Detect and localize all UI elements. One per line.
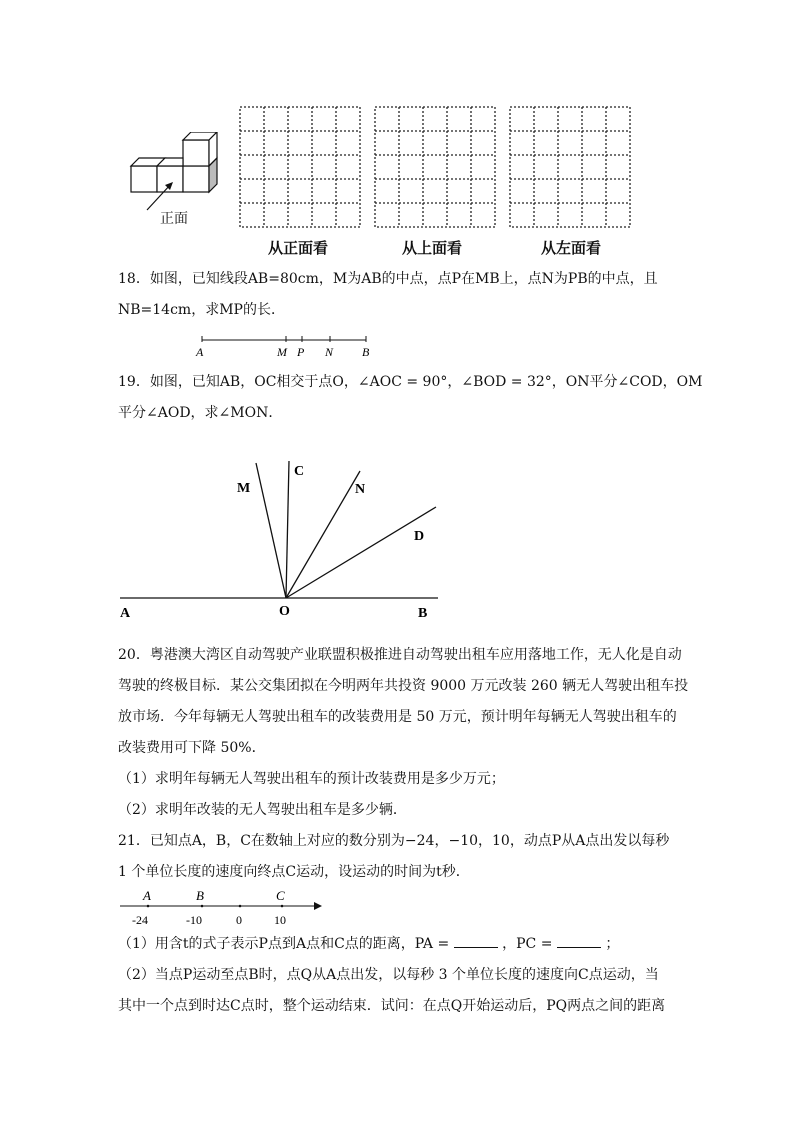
q21-line-1: 21．已知点A，B，C在数轴上对应的数分别为−24，−10，10，动点P从A点出发以每秒 bbox=[118, 833, 670, 849]
q19-label-C: C bbox=[294, 464, 305, 479]
front-view-caption: 从正面看 bbox=[268, 239, 329, 257]
q18-point-N: N bbox=[325, 345, 334, 359]
front-view-label: 正面 bbox=[160, 211, 188, 227]
q20-line-2: 驾驶的终极目标．某公交集团拟在今明两年共投资 9000 万元改装 260 辆无人驾驶出租车投 bbox=[118, 678, 689, 694]
q20-line-1: 20．粤港澳大湾区自动驾驶产业联盟积极推进自动驾驶出租车应用落地工作，无人化是自动 bbox=[118, 647, 682, 663]
front-view-grid bbox=[238, 105, 362, 229]
q21-letter-A: A bbox=[143, 888, 151, 903]
q20-sub-1: （1）求明年每辆无人驾驶出租车的预计改装费用是多少万元； bbox=[118, 771, 505, 787]
pc-answer-blank[interactable] bbox=[557, 933, 601, 948]
q19-label-N: N bbox=[355, 482, 366, 497]
q19-label-A: A bbox=[120, 606, 131, 621]
q21-sub-2-line-2: 其中一个点到时达C点时，整个运动结束．试问：在点Q开始运动后，PQ两点之间的距离 bbox=[118, 998, 666, 1014]
q20-line-4: 改装费用可下降 50%． bbox=[118, 740, 266, 756]
q21-number-10: 10 bbox=[274, 913, 286, 927]
q19-angle-figure bbox=[110, 455, 450, 625]
left-view-grid bbox=[508, 105, 632, 229]
q19-label-O: O bbox=[279, 604, 290, 619]
q21-number-line bbox=[118, 886, 328, 930]
q18-segment-figure bbox=[190, 332, 380, 362]
top-view-grid bbox=[373, 105, 497, 229]
q21-sub-1 bbox=[118, 930, 619, 958]
q19-label-M: M bbox=[237, 481, 251, 496]
q21-sub-1-text: （1）用含t的式子表示P点到A点和C点的距离，PA = bbox=[118, 936, 450, 952]
q19-line-1: 19．如图，已知AB，OC相交于点O，∠AOC = 90°，∠BOD = 32°，ON平分∠COD，OM bbox=[118, 374, 703, 390]
q18-point-M: M bbox=[277, 345, 287, 359]
q21-line-2: 1 个单位长度的速度向终点C运动，设运动的时间为t秒． bbox=[118, 864, 470, 880]
q18-line-1: 18．如图，已知线段AB=80cm，M为AB的中点，点P在MB上，点N为PB的中点，且 bbox=[118, 271, 658, 287]
q21-letter-C: C bbox=[276, 888, 285, 903]
q21-sub-1-mid: ，PC = bbox=[502, 936, 553, 952]
q21-sub-2-line-1: （2）当点P运动至点B时，点Q从A点出发，以每秒 3 个单位长度的速度向C点运动，当 bbox=[118, 967, 659, 983]
q19-label-B: B bbox=[418, 606, 428, 621]
q20-line-3: 放市场．今年每辆无人驾驶出租车的改装费用是 50 万元，预计明年每辆无人驾驶出租车的 bbox=[118, 709, 677, 725]
pa-answer-blank[interactable] bbox=[454, 933, 498, 948]
left-view-caption: 从左面看 bbox=[541, 239, 602, 257]
q19-label-D: D bbox=[414, 529, 425, 544]
top-view-caption: 从上面看 bbox=[402, 239, 463, 257]
q21-number-neg24: -24 bbox=[132, 913, 148, 927]
q18-point-B: B bbox=[362, 345, 370, 359]
q21-sub-1-end: ； bbox=[605, 936, 620, 952]
q21-number-0: 0 bbox=[236, 913, 242, 927]
q19-line-2: 平分∠AOD，求∠MON． bbox=[118, 405, 283, 421]
q18-point-P: P bbox=[297, 345, 305, 359]
q21-number-neg10: -10 bbox=[186, 913, 202, 927]
q18-point-A: A bbox=[196, 345, 204, 359]
q18-line-2: NB=14cm，求MP的长． bbox=[118, 302, 285, 318]
q20-sub-2: （2）求明年改装的无人驾驶出租车是多少辆． bbox=[118, 802, 407, 818]
q21-letter-B: B bbox=[196, 888, 204, 903]
